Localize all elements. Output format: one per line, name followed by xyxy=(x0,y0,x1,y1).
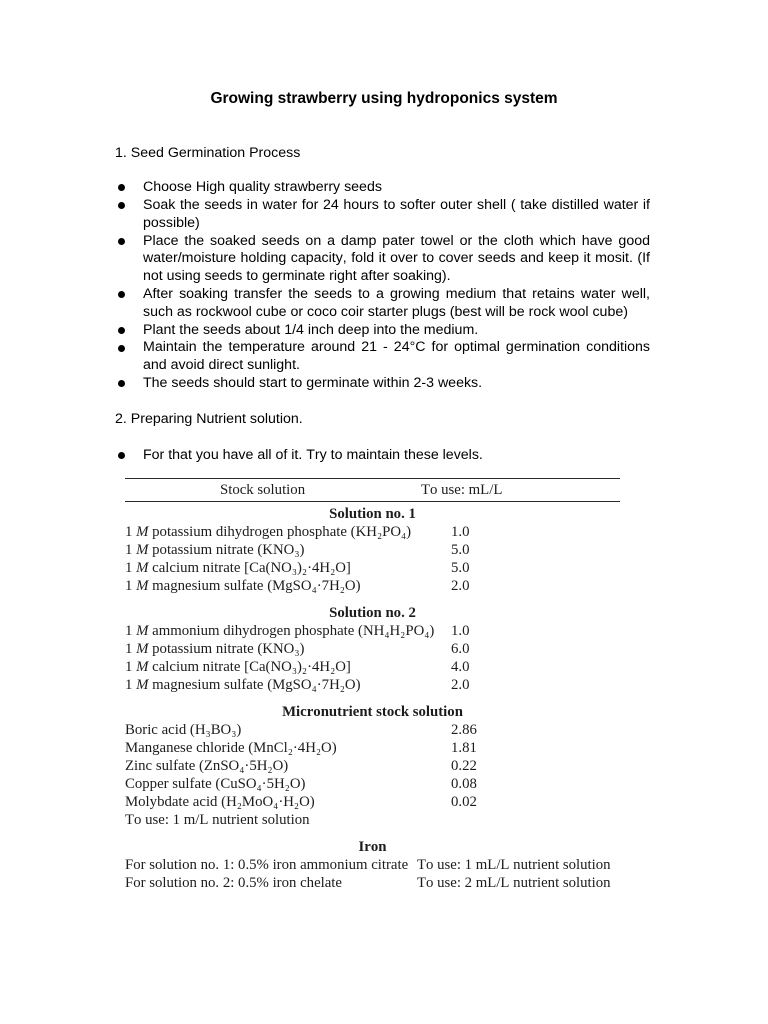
list-item xyxy=(143,286,650,322)
group-heading: Solution no. 1 xyxy=(329,506,416,522)
row-value: 1.0 xyxy=(451,524,470,540)
list-item xyxy=(143,179,650,197)
bullet-text: Choose High quality strawberry seeds xyxy=(143,179,382,196)
iron-usage: To use: 1 mL/L nutrient solution xyxy=(417,857,611,873)
row-value: 0.08 xyxy=(451,776,477,792)
molar-unit: M xyxy=(136,560,149,576)
row-label xyxy=(125,560,351,576)
table-row xyxy=(125,775,620,793)
row-label xyxy=(125,623,434,639)
row-label xyxy=(125,578,361,594)
bullet-text: Plant the seeds about 1/4 inch deep into the medium. xyxy=(143,321,479,338)
concentration: 1 xyxy=(125,524,133,540)
micronutrient-usage-note xyxy=(125,811,620,829)
compound-name: potassium nitrate (KNO₃) xyxy=(152,641,305,657)
bullet-icon xyxy=(118,327,125,334)
concentration: 1 xyxy=(125,659,133,675)
bullet-icon xyxy=(118,345,125,352)
iron-usage: To use: 2 mL/L nutrient solution xyxy=(417,875,611,891)
header-stock-solution: Stock solution xyxy=(220,482,306,498)
compound-name: Molybdate acid (H₂MoO₄·H₂O) xyxy=(125,794,315,810)
table-row xyxy=(125,640,620,658)
row-value: 2.86 xyxy=(451,722,477,738)
table-row xyxy=(125,856,620,874)
row-label xyxy=(125,641,304,657)
bullet-text: Maintain the temperature around 21 - 24°C for optimal germination conditions and avoid direct sunlight. xyxy=(143,339,650,374)
bullet-icon xyxy=(118,238,125,245)
table-row xyxy=(125,757,620,775)
table-row xyxy=(125,523,620,541)
bullet-icon xyxy=(118,452,125,459)
solution-1-group xyxy=(125,505,620,595)
list-item xyxy=(143,339,650,375)
table-header xyxy=(125,479,620,501)
table-row xyxy=(125,739,620,757)
table-row xyxy=(125,577,620,595)
row-value: 2.0 xyxy=(451,677,470,693)
row-value: 5.0 xyxy=(451,560,470,576)
compound-name: potassium dihydrogen phosphate (KH₂PO₄) xyxy=(152,524,412,540)
compound-name: Copper sulfate (CuSO₄·5H₂O) xyxy=(125,776,306,792)
compound-name: calcium nitrate [Ca(NO₃)₂·4H₂O] xyxy=(152,560,351,576)
micronutrient-group xyxy=(125,703,620,829)
row-value: 2.0 xyxy=(451,578,470,594)
row-value: 5.0 xyxy=(451,542,470,558)
table-row xyxy=(125,658,620,676)
group-heading: Micronutrient stock solution xyxy=(282,704,463,720)
concentration: 1 xyxy=(125,560,133,576)
concentration: 1 xyxy=(125,641,133,657)
bullet-text: Soak the seeds in water for 24 hours to softer outer shell ( take distilled water if possible) xyxy=(143,196,650,231)
table-row xyxy=(125,874,620,892)
row-value: 1.0 xyxy=(451,623,470,639)
bullet-icon xyxy=(118,202,125,209)
nutrient-table xyxy=(125,478,620,892)
bullet-text: The seeds should start to germinate within 2-3 weeks. xyxy=(143,375,483,392)
compound-name: Zinc sulfate (ZnSO₄·5H₂O) xyxy=(125,758,289,774)
header-to-use: To use: mL/L xyxy=(421,482,503,498)
bullet-icon xyxy=(118,380,125,387)
molar-unit: M xyxy=(136,542,149,558)
compound-name: ammonium dihydrogen phosphate (NH₄H₂PO₄) xyxy=(152,623,435,639)
table-row xyxy=(125,676,620,694)
section-heading-seed-germination: 1. Seed Germination Process xyxy=(115,145,301,161)
germination-bullet-list xyxy=(143,179,650,393)
table-row xyxy=(125,559,620,577)
molar-unit: M xyxy=(136,578,149,594)
table-row xyxy=(125,622,620,640)
bullet-text: Place the soaked seeds on a damp pater towel or the cloth which have good water/moisture holding capacity, fold it over to cover seeds and keep it mosit. (If not using seeds to germinate right after soaking). xyxy=(143,232,650,285)
list-item xyxy=(143,375,650,393)
compound-name: Boric acid (H₃BO₃) xyxy=(125,722,242,738)
concentration: 1 xyxy=(125,623,133,639)
concentration: 1 xyxy=(125,578,133,594)
table-row xyxy=(125,541,620,559)
nutrient-bullet-list xyxy=(143,447,650,465)
row-value: 6.0 xyxy=(451,641,470,657)
bullet-text: For that you have all of it. Try to maintain these levels. xyxy=(143,447,483,464)
bullet-text: After soaking transfer the seeds to a growing medium that retains water well, such as rockwool cube or coco coir starter plugs (best will be rock wool cube) xyxy=(143,285,650,320)
list-item xyxy=(143,233,650,286)
row-label xyxy=(125,542,304,558)
section-heading-nutrient-solution: 2. Preparing Nutrient solution. xyxy=(115,411,303,427)
compound-name: Manganese chloride (MnCl₂·4H₂O) xyxy=(125,740,337,756)
list-item xyxy=(143,197,650,233)
compound-name: calcium nitrate [Ca(NO₃)₂·4H₂O] xyxy=(152,659,351,675)
group-heading: Solution no. 2 xyxy=(329,605,416,621)
concentration: 1 xyxy=(125,542,133,558)
molar-unit: M xyxy=(136,677,149,693)
row-value: 1.81 xyxy=(451,740,477,756)
iron-group xyxy=(125,838,620,892)
molar-unit: M xyxy=(136,641,149,657)
bullet-icon xyxy=(118,184,125,191)
concentration: 1 xyxy=(125,677,133,693)
row-value: 0.02 xyxy=(451,794,477,810)
iron-solution-label: For solution no. 1: 0.5% iron ammonium citrate xyxy=(125,857,409,873)
molar-unit: M xyxy=(136,524,149,540)
table-header-rule xyxy=(125,501,620,502)
page-title: Growing strawberry using hydroponics system xyxy=(210,90,558,107)
compound-name: magnesium sulfate (MgSO₄·7H₂O) xyxy=(152,677,361,693)
list-item xyxy=(143,447,650,465)
list-item xyxy=(143,322,650,340)
row-label xyxy=(125,659,351,675)
bullet-icon xyxy=(118,291,125,298)
table-row xyxy=(125,793,620,811)
compound-name: magnesium sulfate (MgSO₄·7H₂O) xyxy=(152,578,361,594)
row-label xyxy=(125,524,411,540)
row-value: 0.22 xyxy=(451,758,477,774)
row-label xyxy=(125,677,361,693)
molar-unit: M xyxy=(136,659,149,675)
usage-note-text: To use: 1 m/L nutrient solution xyxy=(125,812,310,828)
solution-2-group xyxy=(125,604,620,694)
row-value: 4.0 xyxy=(451,659,470,675)
group-heading: Iron xyxy=(358,839,387,855)
molar-unit: M xyxy=(136,623,149,639)
table-row xyxy=(125,721,620,739)
compound-name: potassium nitrate (KNO₃) xyxy=(152,542,305,558)
iron-solution-label: For solution no. 2: 0.5% iron chelate xyxy=(125,875,342,891)
